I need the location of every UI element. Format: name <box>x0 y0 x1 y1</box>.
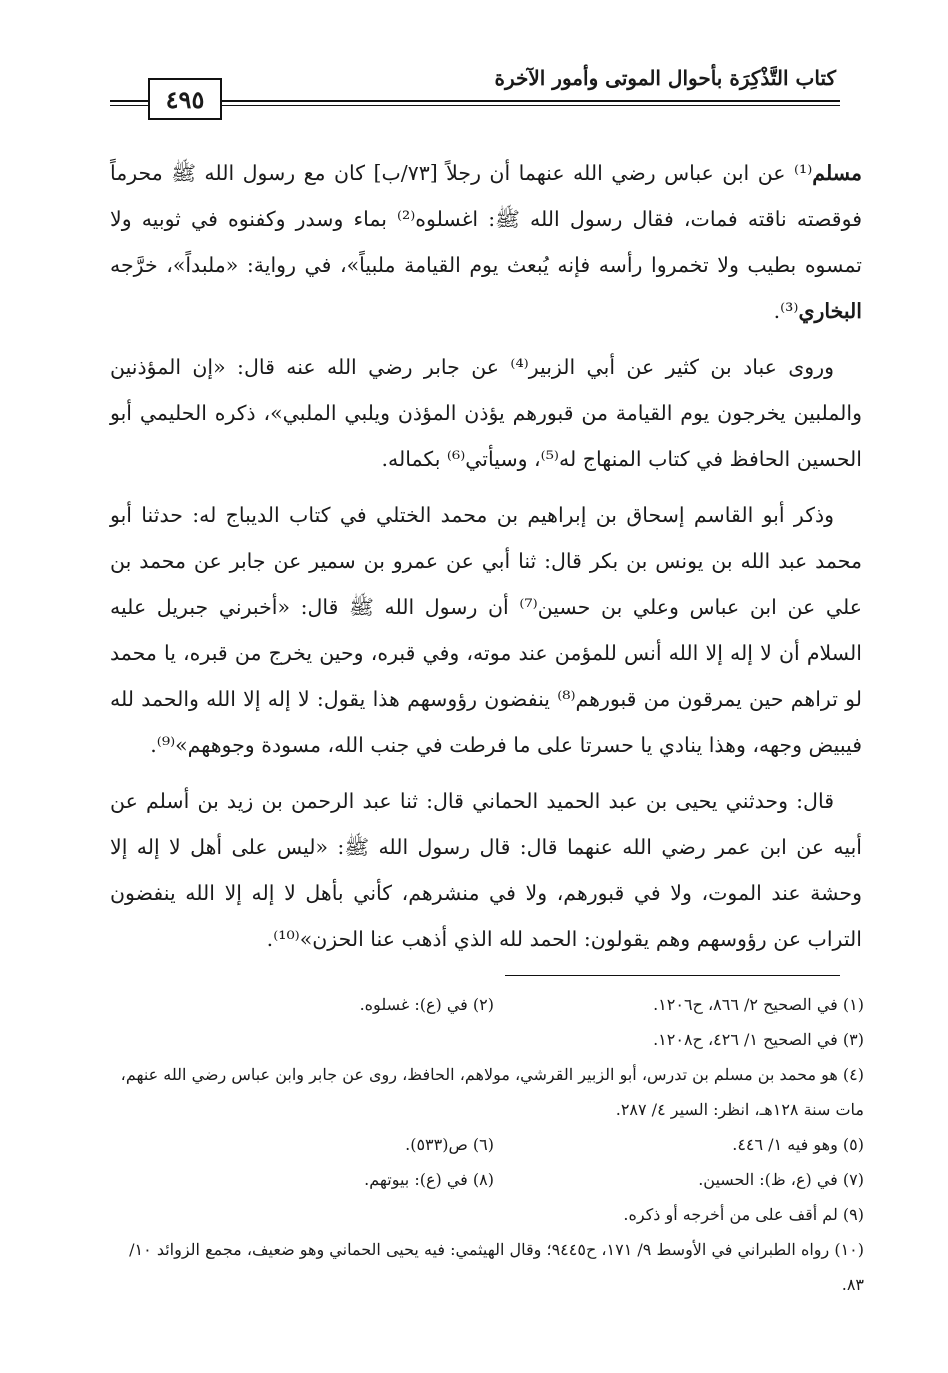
paragraph-1 <box>110 150 862 334</box>
footnote-3: (٣) في الصحيح ١/ ٤٢٦، ح١٢٠٨. <box>653 1030 864 1049</box>
footnote-1: (١) في الصحيح ٢/ ٨٦٦، ح١٢٠٦. <box>653 995 864 1014</box>
footnote-row <box>110 1022 864 1057</box>
main-text <box>110 150 862 972</box>
footnote-row <box>110 1197 864 1232</box>
paragraph-2: وروى عباد بن كثير عن أبي الزبير⁽⁴⁾ عن جابر رضي الله عنه قال: «إن المؤذنين والملبين يخرجون يوم القيامة من قبورهم يؤذن المؤذن ويلبي الملبي»، ذكره الحليمي أبو الحسين الحافظ في كتاب المنهاج له⁽⁵⁾، وسيأتي⁽⁶⁾ بكماله. <box>110 355 862 471</box>
running-header-title: كتاب التَّذْكِرَة بأحوال الموتى وأمور الآخرة <box>494 66 836 90</box>
footnote-row <box>110 1127 864 1162</box>
footnote-separator <box>505 975 840 976</box>
paragraph-1-bold: البخاري <box>798 299 862 323</box>
paragraph-3: وذكر أبو القاسم إسحاق بن إبراهيم بن محمد الختلي في كتاب الديباج له: حدثنا أبو محمد عبد الله بن يونس بن بكر قال: ثنا أبي عن عمرو بن سمير عن جابر عن محمد بن علي عن ابن عباس وعلي بن حسين⁽⁷⁾ أن رسول الله ﷺ قال: «أخبرني جبريل عليه السلام أن لا إله إلا الله أنس للمؤمن عند موته، وفي قبره، وحين يخرج من قبره، يا محمد لو تراهم حين يمرقون من قبورهم⁽⁸⁾ ينفضون رؤوسهم هذا يقول: لا إله إلا الله والحمد لله فيبيض وجهه، وهذا ينادي يا حسرتا على ما فرطت في جنب الله، مسودة وجوههم»⁽⁹⁾. <box>110 503 863 757</box>
paragraph-1-end: ⁽³⁾. <box>773 299 799 323</box>
paragraph-1-lead: مسلم <box>812 161 862 185</box>
footnotes <box>110 987 864 1302</box>
footnote-4: (٤) هو محمد بن مسلم بن تدرس، أبو الزبير القرشي، مولاهم، الحافظ، روى عن جابر وابن عباس رضي الله عنهم، مات سنة ١٢٨هـ، انظر: السير ٤/ ٢٨٧. <box>120 1065 864 1119</box>
footnote-2: (٢) في (ع): غسلوه. <box>359 995 494 1014</box>
footnote-7: (٧) في (ع، ظ): الحسين. <box>698 1170 864 1189</box>
footnote-6: (٦) ص(٥٣٣). <box>405 1135 494 1154</box>
footnote-9: (٩) لم أقف على من أخرجه أو ذكره. <box>623 1205 864 1224</box>
paragraph-1-text: ⁽¹⁾ عن ابن عباس رضي الله عنهما أن رجلاً [٧٣/ب] كان مع رسول الله ﷺ محرماً فوقصته ناقته فمات، فقال رسول الله ﷺ: اغسلوه⁽²⁾ بماء وسدر وكفنوه في ثوبيه ولا تمسوه بطيب ولا تخمروا رأسه فإنه يُبعث يوم القيامة ملبياً»، في رواية: «ملبداً»، خرَّجه <box>110 161 862 277</box>
paragraph-4: قال: وحدثني يحيى بن عبد الحميد الحماني قال: ثنا عبد الرحمن بن زيد بن أسلم عن أبيه عن ابن عمر رضي الله عنهما قال: قال رسول الله ﷺ: «ليس على أهل لا إله إلا وحشة عند الموت، ولا في قبورهم، ولا في منشرهم، كأني بأهل لا إله إلا الله ينفضون التراب عن رؤوسهم وهم يقولون: الحمد لله الذي أذهب عنا الحزن»⁽¹⁰⁾. <box>110 789 862 951</box>
footnote-5: (٥) وهو فيه ١/ ٤٤٦. <box>732 1135 864 1154</box>
footnote-8: (٨) في (ع): بيوتهم. <box>364 1170 494 1189</box>
page-number: ٤٩٥ <box>148 78 222 120</box>
footnote-row <box>110 987 864 1022</box>
footnote-10: (١٠) رواه الطبراني في الأوسط ٩/ ١٧١، ح٩٤٤٥؛ وقال الهيثمي: فيه يحيى الحماني وهو ضعيف، مجمع الزوائد ١٠/ ٨٣. <box>129 1240 864 1294</box>
footnote-row <box>110 1162 864 1197</box>
